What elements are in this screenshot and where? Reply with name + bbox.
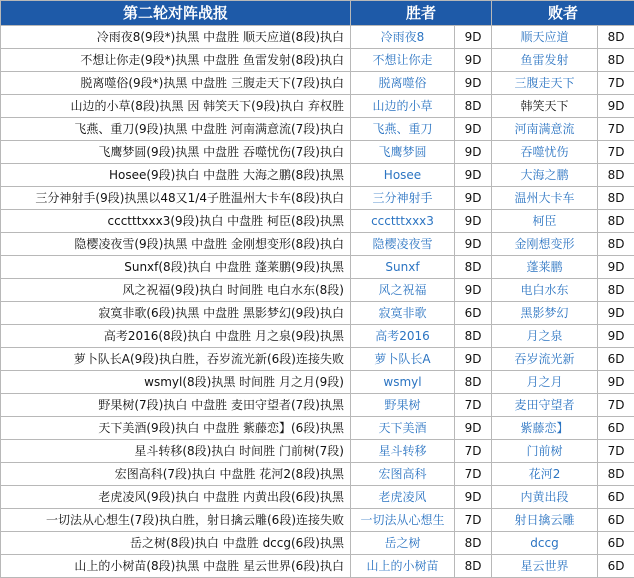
header-row <box>1 1 634 26</box>
match-cell: wsmyl(8段)执黑 时间胜 月之月(9段) <box>1 371 351 394</box>
table-row <box>1 233 634 256</box>
loser-level-cell: 9D <box>598 302 634 325</box>
match-cell: 山上的小树苗(8段)执黑 中盘胜 星云世界(6段)执白 <box>1 555 351 578</box>
loser-level-cell: 7D <box>598 141 634 164</box>
loser-level-cell: 6D <box>598 532 634 555</box>
loser-cell: 麦田守望者 <box>492 394 598 417</box>
winner-level-cell: 7D <box>455 440 492 463</box>
winner-level-cell: 9D <box>455 26 492 49</box>
match-cell: 岳之树(8段)执白 中盘胜 dccg(6段)执黑 <box>1 532 351 555</box>
winner-cell: ccctttxxx3 <box>351 210 455 233</box>
winner-level-cell: 9D <box>455 118 492 141</box>
winner-level-cell: 8D <box>455 325 492 348</box>
table-row <box>1 187 634 210</box>
loser-level-cell: 8D <box>598 279 634 302</box>
winner-cell: 山上的小树苗 <box>351 555 455 578</box>
table-row <box>1 95 634 118</box>
winner-cell: 野果树 <box>351 394 455 417</box>
match-cell: 萝卜队长A(9段)执白胜，吞岁流光新(6段)连接失败 <box>1 348 351 371</box>
loser-level-cell: 8D <box>598 187 634 210</box>
match-cell: 脱离噬俗(9段*)执黑 中盘胜 三腹走天下(7段)执白 <box>1 72 351 95</box>
match-cell: 野果树(7段)执白 中盘胜 麦田守望者(7段)执黑 <box>1 394 351 417</box>
loser-level-cell: 9D <box>598 256 634 279</box>
table-row <box>1 325 634 348</box>
winner-level-cell: 8D <box>455 256 492 279</box>
loser-level-cell: 8D <box>598 233 634 256</box>
winner-cell: 不想让你走 <box>351 49 455 72</box>
loser-cell: 顺天应道 <box>492 26 598 49</box>
winner-cell: wsmyl <box>351 371 455 394</box>
match-cell: 一切法从心想生(7段)执白胜，射日擒云雕(6段)连接失败 <box>1 509 351 532</box>
table-row <box>1 394 634 417</box>
loser-cell: 温州大卡车 <box>492 187 598 210</box>
loser-cell: 黑影梦幻 <box>492 302 598 325</box>
table-row <box>1 26 634 49</box>
match-cell: ccctttxxx3(9段)执白 中盘胜 柯臣(8段)执黑 <box>1 210 351 233</box>
table-row <box>1 371 634 394</box>
winner-level-cell: 9D <box>455 187 492 210</box>
winner-cell: 高考2016 <box>351 325 455 348</box>
loser-level-cell: 9D <box>598 371 634 394</box>
match-cell: Hosee(9段)执白 中盘胜 大海之鹏(8段)执黑 <box>1 164 351 187</box>
loser-level-cell: 8D <box>598 49 634 72</box>
loser-cell: 月之泉 <box>492 325 598 348</box>
table-row <box>1 72 634 95</box>
loser-level-cell: 7D <box>598 118 634 141</box>
winner-level-cell: 9D <box>455 486 492 509</box>
loser-cell: 紫藤恋】 <box>492 417 598 440</box>
winner-cell: 山边的小草 <box>351 95 455 118</box>
match-cell: 隐樱凌夜雪(9段)执黑 中盘胜 金刚想变形(8段)执白 <box>1 233 351 256</box>
loser-level-cell: 6D <box>598 555 634 578</box>
winner-cell: 飞燕、重刀 <box>351 118 455 141</box>
winner-level-cell: 9D <box>455 49 492 72</box>
table-row <box>1 509 634 532</box>
table-row <box>1 279 634 302</box>
loser-cell: 门前树 <box>492 440 598 463</box>
match-cell: 星斗转移(8段)执白 时间胜 门前树(7段) <box>1 440 351 463</box>
loser-cell: 月之月 <box>492 371 598 394</box>
winner-level-cell: 9D <box>455 72 492 95</box>
header-match: 第二轮对阵战报 <box>1 1 351 26</box>
table-row <box>1 440 634 463</box>
winner-level-cell: 7D <box>455 394 492 417</box>
winner-cell: 老虎凌风 <box>351 486 455 509</box>
winner-cell: Sunxf <box>351 256 455 279</box>
loser-cell: 内黄出段 <box>492 486 598 509</box>
match-cell: 三分神射手(9段)执黑以48又1/4子胜温州大卡车(8段)执白 <box>1 187 351 210</box>
table-row <box>1 49 634 72</box>
winner-level-cell: 8D <box>455 555 492 578</box>
loser-cell: 吞岁流光新 <box>492 348 598 371</box>
loser-cell: 河南满意流 <box>492 118 598 141</box>
loser-cell: 柯臣 <box>492 210 598 233</box>
table-row <box>1 555 634 578</box>
loser-cell: 吞噬忧伤 <box>492 141 598 164</box>
loser-level-cell: 8D <box>598 26 634 49</box>
winner-cell: Hosee <box>351 164 455 187</box>
loser-level-cell: 9D <box>598 95 634 118</box>
match-cell: 冷雨夜8(9段*)执黑 中盘胜 顺天应道(8段)执白 <box>1 26 351 49</box>
winner-cell: 隐樱凌夜雪 <box>351 233 455 256</box>
header-winner: 胜者 <box>351 1 492 26</box>
loser-level-cell: 7D <box>598 440 634 463</box>
winner-level-cell: 8D <box>455 532 492 555</box>
table-row <box>1 302 634 325</box>
match-cell: 老虎凌风(9段)执白 中盘胜 内黄出段(6段)执黑 <box>1 486 351 509</box>
winner-cell: 飞鹰梦圆 <box>351 141 455 164</box>
winner-level-cell: 6D <box>455 302 492 325</box>
winner-cell: 星斗转移 <box>351 440 455 463</box>
match-cell: 山边的小草(8段)执黑 因 韩笑天下(9段)执白 弃权胜 <box>1 95 351 118</box>
winner-cell: 寂寞非歌 <box>351 302 455 325</box>
match-cell: 风之祝福(9段)执白 时间胜 电白水东(8段) <box>1 279 351 302</box>
table-row <box>1 532 634 555</box>
winner-level-cell: 7D <box>455 463 492 486</box>
match-cell: 不想让你走(9段*)执黑 中盘胜 鱼雷发射(8段)执白 <box>1 49 351 72</box>
loser-cell: 鱼雷发射 <box>492 49 598 72</box>
match-cell: 天下美酒(9段)执白 中盘胜 紫藤恋】(6段)执黑 <box>1 417 351 440</box>
loser-level-cell: 6D <box>598 509 634 532</box>
loser-cell: 电白水东 <box>492 279 598 302</box>
table-row <box>1 256 634 279</box>
loser-cell: 韩笑天下 <box>492 95 598 118</box>
winner-cell: 风之祝福 <box>351 279 455 302</box>
match-cell: 宏图高科(7段)执白 中盘胜 花河2(8段)执黑 <box>1 463 351 486</box>
table-row <box>1 118 634 141</box>
winner-level-cell: 9D <box>455 233 492 256</box>
winner-level-cell: 9D <box>455 279 492 302</box>
match-cell: Sunxf(8段)执白 中盘胜 蓬莱鹏(9段)执黑 <box>1 256 351 279</box>
loser-cell: 花河2 <box>492 463 598 486</box>
table-row <box>1 164 634 187</box>
match-cell: 高考2016(8段)执白 中盘胜 月之泉(9段)执黑 <box>1 325 351 348</box>
table-row <box>1 417 634 440</box>
match-cell: 飞鹰梦圆(9段)执黑 中盘胜 吞噬忧伤(7段)执白 <box>1 141 351 164</box>
loser-level-cell: 7D <box>598 394 634 417</box>
loser-level-cell: 6D <box>598 348 634 371</box>
winner-cell: 三分神射手 <box>351 187 455 210</box>
table-row <box>1 463 634 486</box>
loser-level-cell: 6D <box>598 417 634 440</box>
table-row <box>1 348 634 371</box>
winner-level-cell: 8D <box>455 371 492 394</box>
loser-cell: 蓬莱鹏 <box>492 256 598 279</box>
match-cell: 飞燕、重刀(9段)执黑 中盘胜 河南满意流(7段)执白 <box>1 118 351 141</box>
loser-level-cell: 6D <box>598 486 634 509</box>
winner-cell: 岳之树 <box>351 532 455 555</box>
winner-level-cell: 9D <box>455 348 492 371</box>
loser-cell: 大海之鹏 <box>492 164 598 187</box>
loser-cell: 金刚想变形 <box>492 233 598 256</box>
winner-level-cell: 9D <box>455 417 492 440</box>
match-cell: 寂寞非歌(6段)执黑 中盘胜 黑影梦幻(9段)执白 <box>1 302 351 325</box>
winner-cell: 一切法从心想生 <box>351 509 455 532</box>
winner-cell: 冷雨夜8 <box>351 26 455 49</box>
winner-level-cell: 9D <box>455 210 492 233</box>
loser-cell: 射日擒云雕 <box>492 509 598 532</box>
winner-level-cell: 9D <box>455 164 492 187</box>
loser-cell: dccg <box>492 532 598 555</box>
table-row <box>1 486 634 509</box>
loser-level-cell: 8D <box>598 463 634 486</box>
table-row <box>1 141 634 164</box>
winner-cell: 脱离噬俗 <box>351 72 455 95</box>
winner-level-cell: 9D <box>455 141 492 164</box>
loser-cell: 三腹走天下 <box>492 72 598 95</box>
winner-cell: 萝卜队长A <box>351 348 455 371</box>
loser-level-cell: 9D <box>598 325 634 348</box>
loser-cell: 星云世界 <box>492 555 598 578</box>
winner-cell: 天下美酒 <box>351 417 455 440</box>
header-loser: 败者 <box>492 1 634 26</box>
winner-level-cell: 7D <box>455 509 492 532</box>
winner-cell: 宏图高科 <box>351 463 455 486</box>
loser-level-cell: 7D <box>598 72 634 95</box>
winner-level-cell: 8D <box>455 95 492 118</box>
loser-level-cell: 8D <box>598 164 634 187</box>
table-row <box>1 210 634 233</box>
loser-level-cell: 8D <box>598 210 634 233</box>
